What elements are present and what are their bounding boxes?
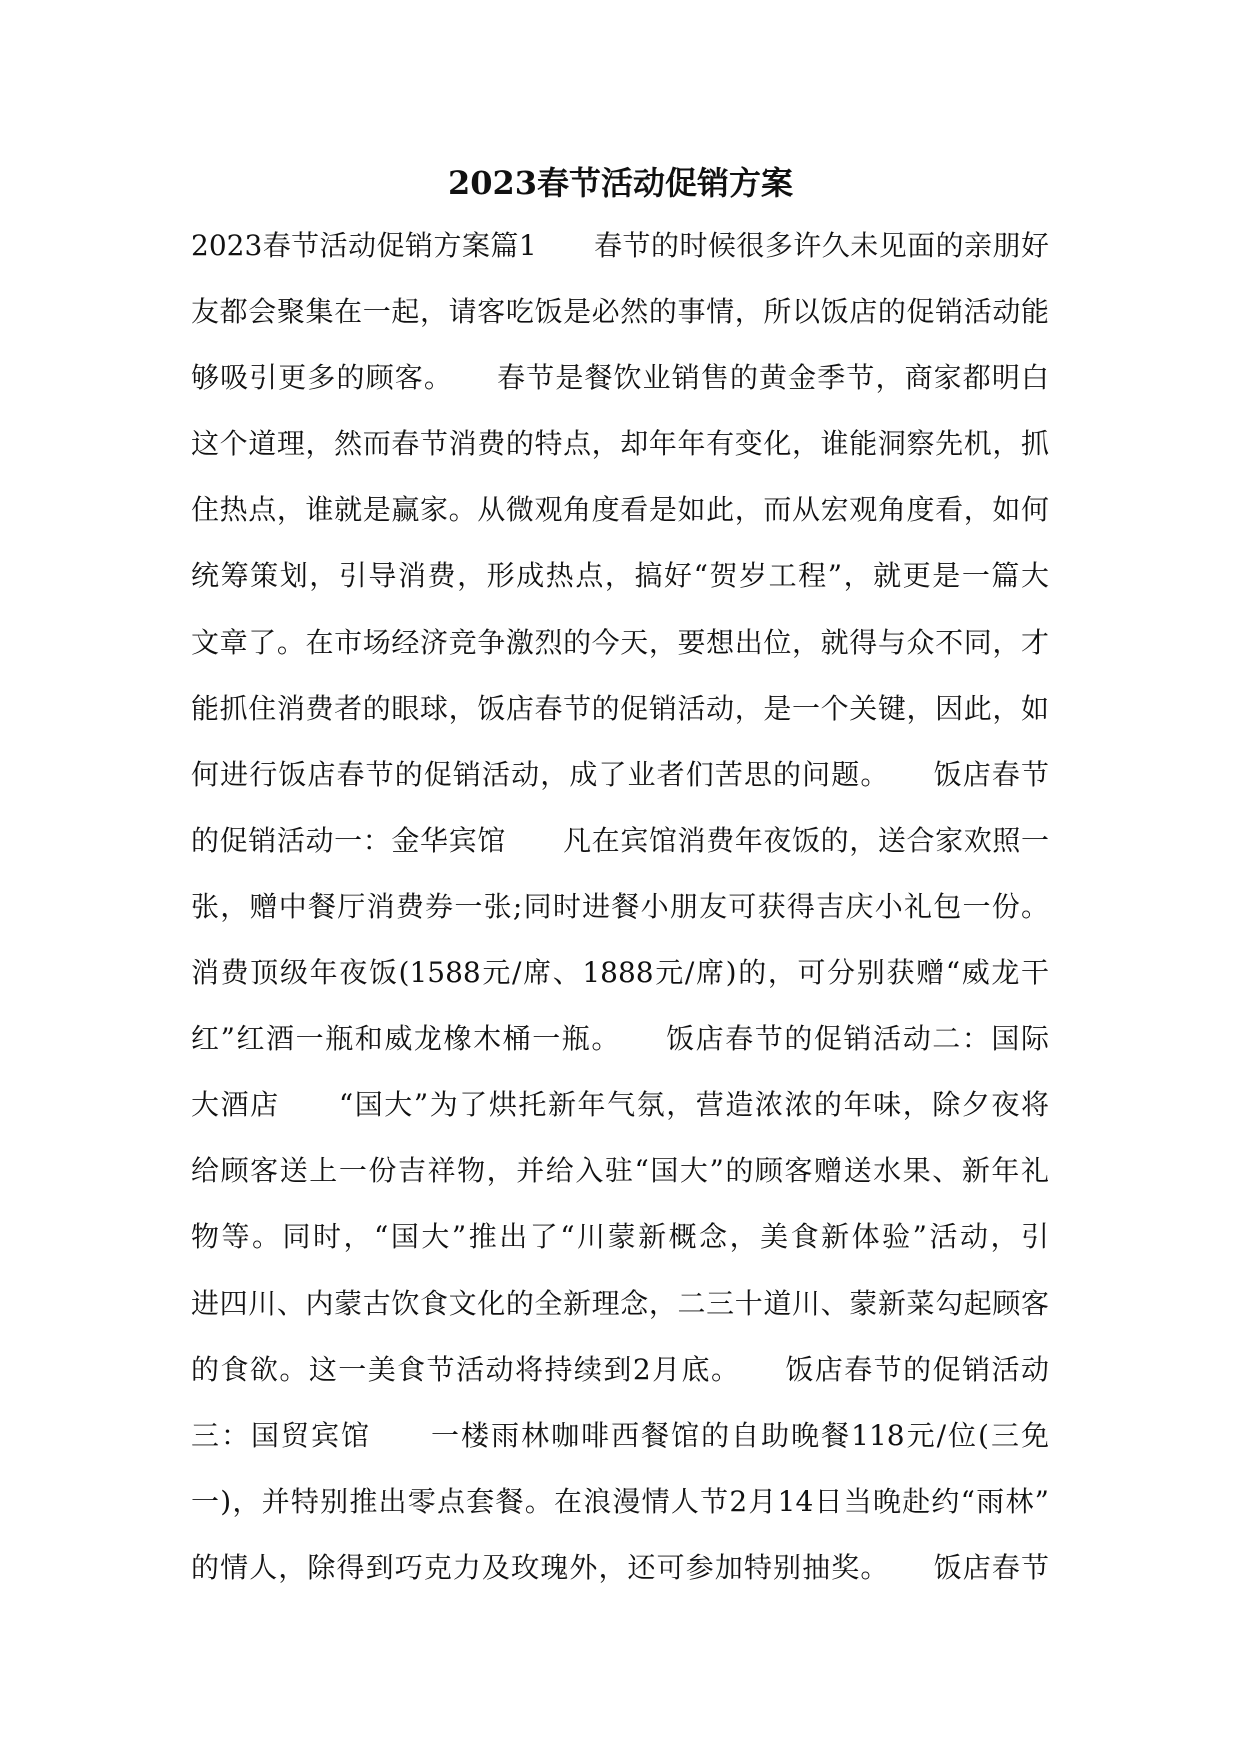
body-line: 进四川、内蒙古饮食文化的全新理念，二三十道川、蒙新菜勾起顾客 [191,1286,1049,1320]
body-line: 物等。同时，“国大”推出了“川蒙新概念，美食新体验”活动，引 [191,1220,1049,1254]
body-line: 友都会聚集在一起，请客吃饭是必然的事情，所以饭店的促销活动能 [191,295,1049,329]
document-title: 2023春节活动促销方案 [447,164,794,202]
body-line: 大酒店 “国大”为了烘托新年气氛，营造浓浓的年味，除夕夜将 [191,1088,1049,1122]
body-line: 能抓住消费者的眼球，饭店春节的促销活动，是一个关键，因此，如 [191,691,1049,725]
body-line: 统筹策划，引导消费，形成热点，搞好“贺岁工程”，就更是一篇大 [191,559,1049,593]
body-line: 2023春节活动促销方案篇1 春节的时候很多许久未见面的亲朋好 [191,229,1049,262]
body-line: 一)，并特别推出零点套餐。在浪漫情人节2月14日当晚赴约“雨林” [191,1484,1049,1518]
body-line: 这个道理，然而春节消费的特点，却年年有变化，谁能洞察先机，抓 [191,427,1049,461]
body-line: 张，赠中餐厅消费券一张;同时进餐小朋友可获得吉庆小礼包一份。 [191,889,1049,923]
body-line: 红”红酒一瓶和威龙橡木桶一瓶。 饭店春节的促销活动二：国际 [191,1022,1049,1056]
document-body [191,228,1049,1616]
body-line: 够吸引更多的顾客。 春节是餐饮业销售的黄金季节，商家都明白 [191,361,1049,395]
body-line: 给顾客送上一份吉祥物，并给入驻“国大”的顾客赠送水果、新年礼 [191,1154,1049,1188]
body-line: 三：国贸宾馆 一楼雨林咖啡西餐馆的自助晚餐118元/位(三免 [191,1418,1049,1452]
body-line: 的情人，除得到巧克力及玫瑰外，还可参加特别抽奖。 饭店春节 [191,1550,1049,1584]
body-line: 的促销活动一：金华宾馆 凡在宾馆消费年夜饭的，送合家欢照一 [191,823,1049,857]
body-line: 何进行饭店春节的促销活动，成了业者们苦思的问题。 饭店春节 [191,757,1049,791]
body-line: 住热点，谁就是赢家。从微观角度看是如此，而从宏观角度看，如何 [191,493,1049,527]
body-line: 文章了。在市场经济竞争激烈的今天，要想出位，就得与众不同，才 [191,625,1049,659]
body-line: 的食欲。这一美食节活动将持续到2月底。 饭店春节的促销活动 [191,1352,1049,1386]
body-line: 消费顶级年夜饭(1588元/席、1888元/席)的，可分别获赠“威龙干 [191,956,1049,990]
